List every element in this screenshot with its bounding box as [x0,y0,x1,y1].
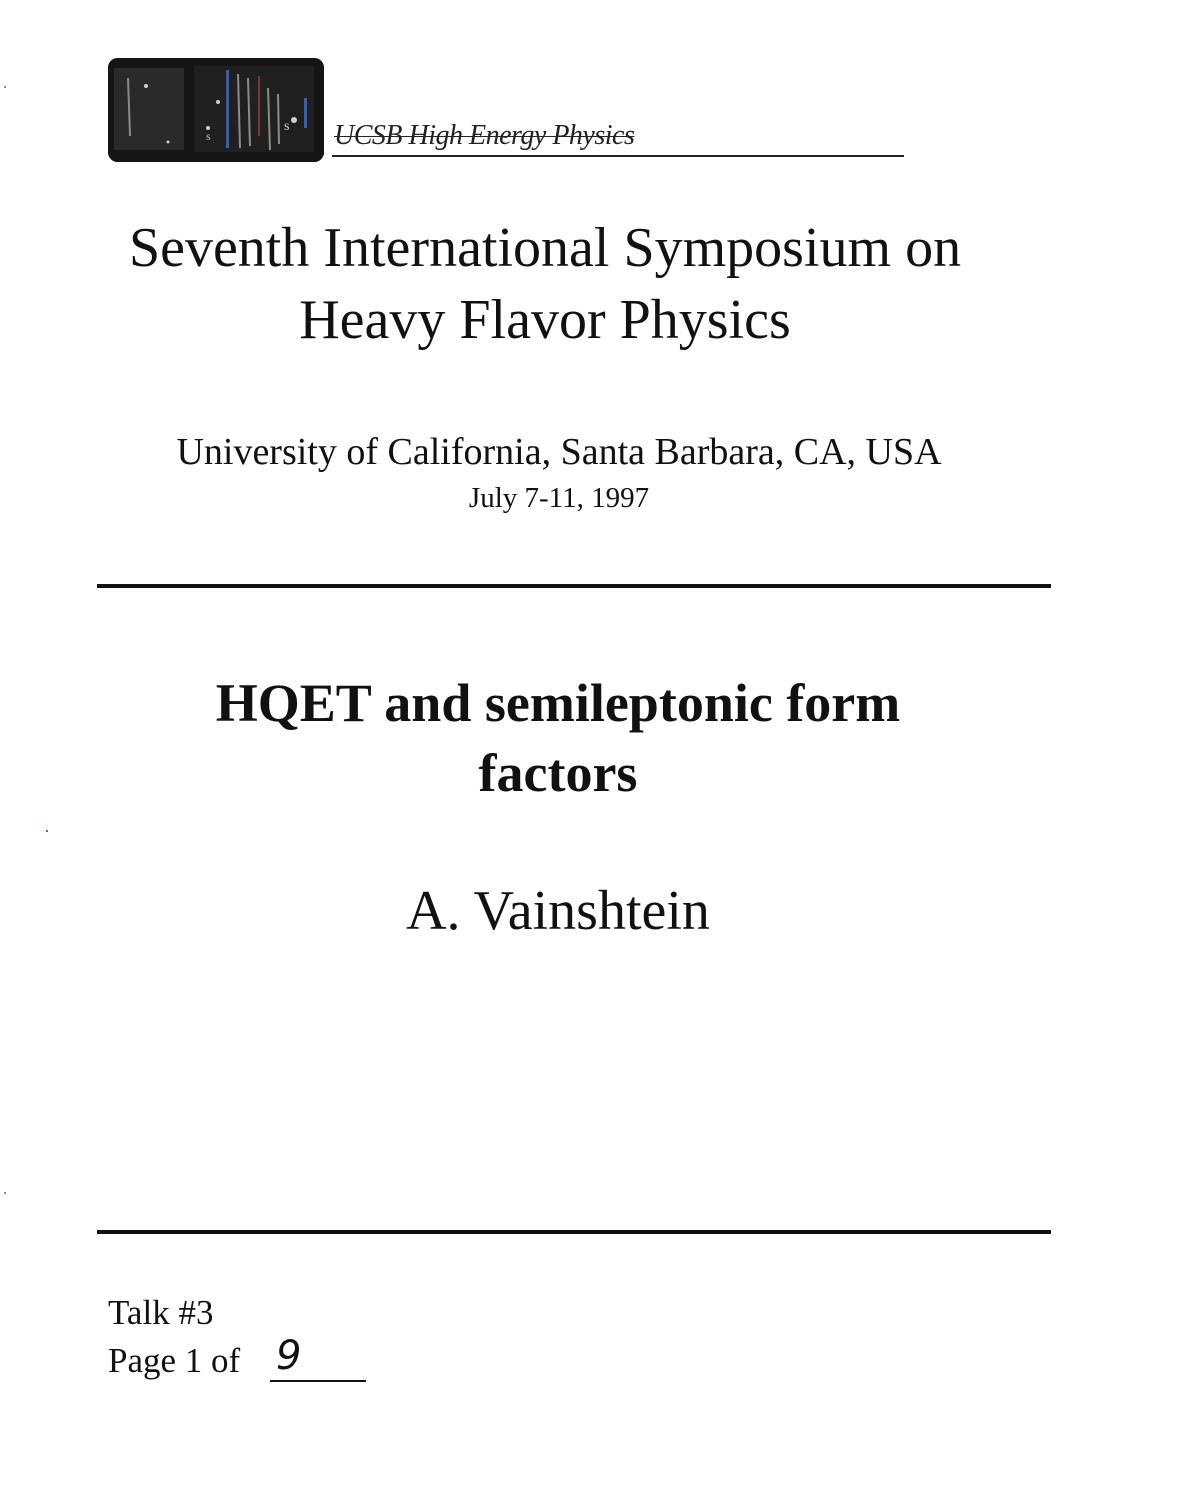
talk-number: Talk #3 [108,1293,214,1332]
conference-title [0,212,1090,356]
page-label: Page 1 of [108,1341,241,1380]
svg-text:s: s [206,129,211,143]
conference-title-line1: Seventh International Symposium on [128,217,962,279]
talk-title [0,668,1116,808]
institution-header: UCSB High Energy Physics [334,120,635,151]
svg-text:s: s [284,119,290,134]
page-total-handwritten: 9 [276,1333,302,1379]
conference-title-line2: Heavy Flavor Physics [299,289,791,351]
header-underline [332,155,904,157]
scan-speck [46,830,48,832]
talk-title-line1: HQET and semileptonic form [215,673,901,733]
divider-top [97,584,1051,588]
scan-speck [4,86,6,88]
conference-dates: July 7-11, 1997 [468,482,650,514]
scan-speck [4,1192,6,1194]
divider-bottom [97,1230,1051,1234]
page-total-underline [270,1380,366,1382]
ucsb-hep-logo-icon [108,58,324,162]
author-name: A. Vainshtein [406,880,710,942]
conference-venue: University of California, Santa Barbara, CA, USA [176,431,942,473]
talk-title-line2: factors [478,743,638,803]
